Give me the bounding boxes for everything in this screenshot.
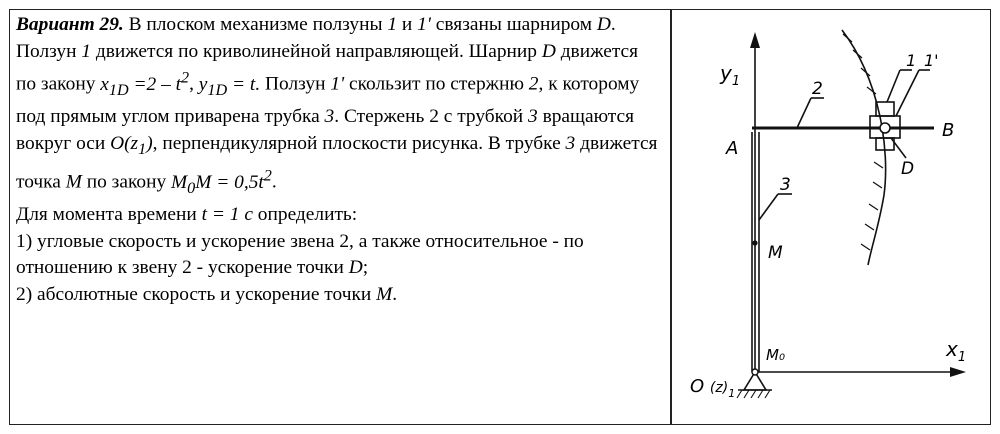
variant-label: Вариант 29. [16,14,124,35]
text-span: по закону [81,171,171,193]
point-m-ref: M [65,171,82,193]
text-span: . Стержень 2 с трубкой [334,106,529,128]
curved-guide [842,30,886,265]
x-law: $x_{1D} =2 - t^2$ [100,69,190,99]
text-span: . Ползун [16,14,616,62]
text-span: вращаются вокруг оси [16,106,635,154]
text-span: связаны шарниром [430,14,597,35]
text-span: , перпендикулярной плоскости рисунка. В трубке [152,132,566,154]
leader-1p [896,70,919,116]
point-m [752,240,757,245]
y1-arrow-icon [750,32,760,48]
point-o [752,369,758,375]
label-m: M [768,243,783,263]
label-b: B [942,120,955,141]
text-span: . [271,171,277,193]
text-span: Ползун [265,73,331,95]
leader-3 [759,194,778,220]
label-3: 3 [780,175,791,195]
rod-2-ref: 2 [528,73,539,95]
time-value: t = 1 с [201,204,253,226]
task-table [9,9,991,425]
y1-label: $y_1$ [720,61,741,89]
rotation-axis: $O(z_1)$ [110,132,153,158]
text-span: , [189,73,199,95]
text-span: и [397,14,418,35]
x1-label: $x_1$ [946,337,967,365]
slider-1-ref: 1 [81,40,91,62]
text-span: В плоском механизме ползуны [123,14,388,35]
slider-1p-ref: 1' [417,14,431,35]
text-span: , к которому под прямым углом приварена трубка [16,73,640,128]
y-law: $y_{1D} = t$. [198,73,261,99]
question-2: 2) абсолютные скорость и ускорение точки M. [16,283,398,305]
label-2: 2 [812,79,823,99]
text-span: движется по закону [16,40,639,95]
point-m-ref: M [376,283,393,305]
tube-3-ref: 3 [565,132,576,154]
mechanism-figure [672,10,990,424]
label-1: 1 [906,51,917,70]
label-1p: 1' [924,51,939,70]
slider-1-ref: 1 [387,14,398,35]
slider-1p-ref: 1' [330,73,345,95]
label-a: A [726,138,739,159]
task-request: Для момента времени t = 1 с определить: [16,204,358,226]
text-span: движется по криволинейной направляющей. Шарнир [91,40,542,62]
m-law: $M_0M = 0,5t^2$ [171,167,272,197]
leader-2 [797,98,811,128]
leader-1 [887,70,900,102]
tube-3-ref: 3 [528,106,538,128]
task-statement [16,12,662,202]
hinge-d [880,123,890,133]
hinge-d-ref: D [348,257,363,279]
hinge-d-ref: D [541,40,556,62]
question-1: 1) угловые скорость и ускорение звена 2, а также относительное - по отношению к звену 2 - ускорение точки D; [16,230,584,279]
text-span: движется точка [16,132,658,193]
tube-3-ref: 3 [324,106,335,128]
label-o: O $(z)_1$ [690,376,736,400]
x1-arrow-icon [950,367,966,377]
label-d: D [901,159,915,179]
hinge-d-ref: D [596,14,611,35]
label-m0: M₀ [766,346,785,364]
task-text [16,12,662,309]
text-span: скользит по стержню [344,73,529,95]
